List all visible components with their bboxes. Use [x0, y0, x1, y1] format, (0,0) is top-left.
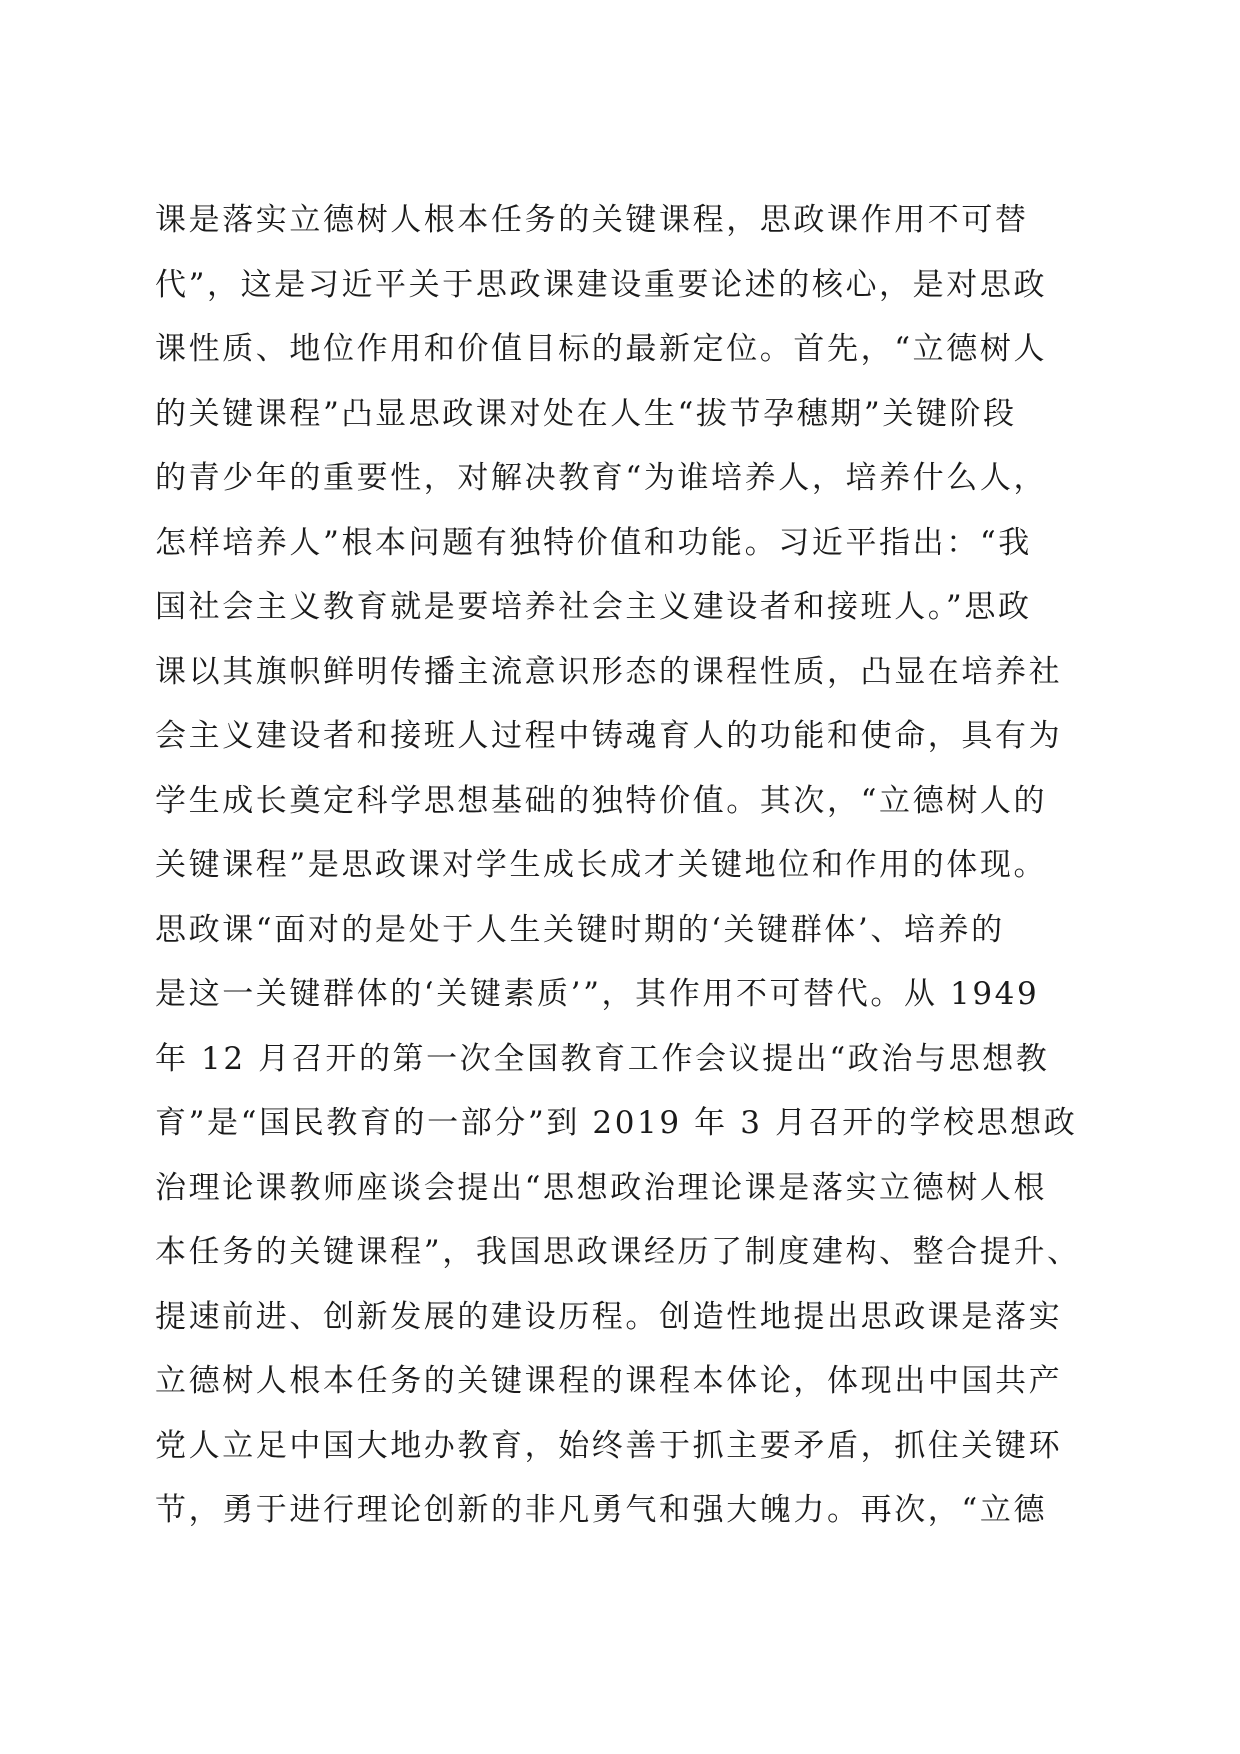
body-text — [155, 188, 1115, 1543]
text-line-15: 育”是“国民教育的一部分”到 2019 年 3 月召开的学校思想政 — [155, 1105, 1078, 1141]
text-line-14: 年 12 月召开的第一次全国教育工作会议提出“政治与思想教 — [155, 1040, 1050, 1077]
text-line-13: 是这一关键群体的‘关键素质’”，其作用不可替代。从 1949 — [155, 976, 1040, 1012]
text-line-4: 的关键课程”凸显思政课对处在人生“拔节孕穗期”关键阶段 — [155, 395, 1017, 432]
text-line-12: 思政课“面对的是处于人生关键时期的‘关键群体’、培养的 — [155, 911, 1005, 948]
text-line-11: 关键课程”是思政课对学生成长成才关键地位和作用的体现。 — [155, 847, 1048, 883]
text-line-17: 本任务的关键课程”，我国思政课经历了制度建构、整合提升、 — [155, 1234, 1081, 1270]
text-line-7: 国社会主义教育就是要培养社会主义建设者和接班人。”思政 — [155, 589, 1032, 625]
text-line-9: 会主义建设者和接班人过程中铸魂育人的功能和使命，具有为 — [155, 718, 1063, 754]
text-line-6: 怎样培养人”根本问题有独特价值和功能。习近平指出：“我 — [155, 524, 1032, 561]
text-line-1: 课是落实立德树人根本任务的关键课程，思政课作用不可替 — [155, 202, 1029, 238]
text-line-3: 课性质、地位作用和价值目标的最新定位。首先，“立德树人 — [155, 331, 1048, 367]
text-line-20: 党人立足中国大地办教育，始终善于抓主要矛盾，抓住关键环 — [155, 1427, 1063, 1464]
text-line-8: 课以其旗帜鲜明传播主流意识形态的课程性质，凸显在培养社 — [155, 653, 1063, 690]
text-line-16: 治理论课教师座谈会提出“思想政治理论课是落实立德树人根 — [155, 1169, 1048, 1206]
text-line-19: 立德树人根本任务的关键课程的课程本体论，体现出中国共产 — [155, 1363, 1063, 1399]
text-line-21: 节，勇于进行理论创新的非凡勇气和强大魄力。再次，“立德 — [155, 1492, 1048, 1528]
text-line-18: 提速前进、创新发展的建设历程。创造性地提出思政课是落实 — [155, 1298, 1063, 1335]
text-line-2: 代”，这是习近平关于思政课建设重要论述的核心，是对思政 — [155, 266, 1048, 303]
text-line-10: 学生成长奠定科学思想基础的独特价值。其次，“立德树人的 — [155, 782, 1048, 819]
text-line-5: 的青少年的重要性，对解决教育“为谁培养人，培养什么人， — [155, 460, 1048, 496]
